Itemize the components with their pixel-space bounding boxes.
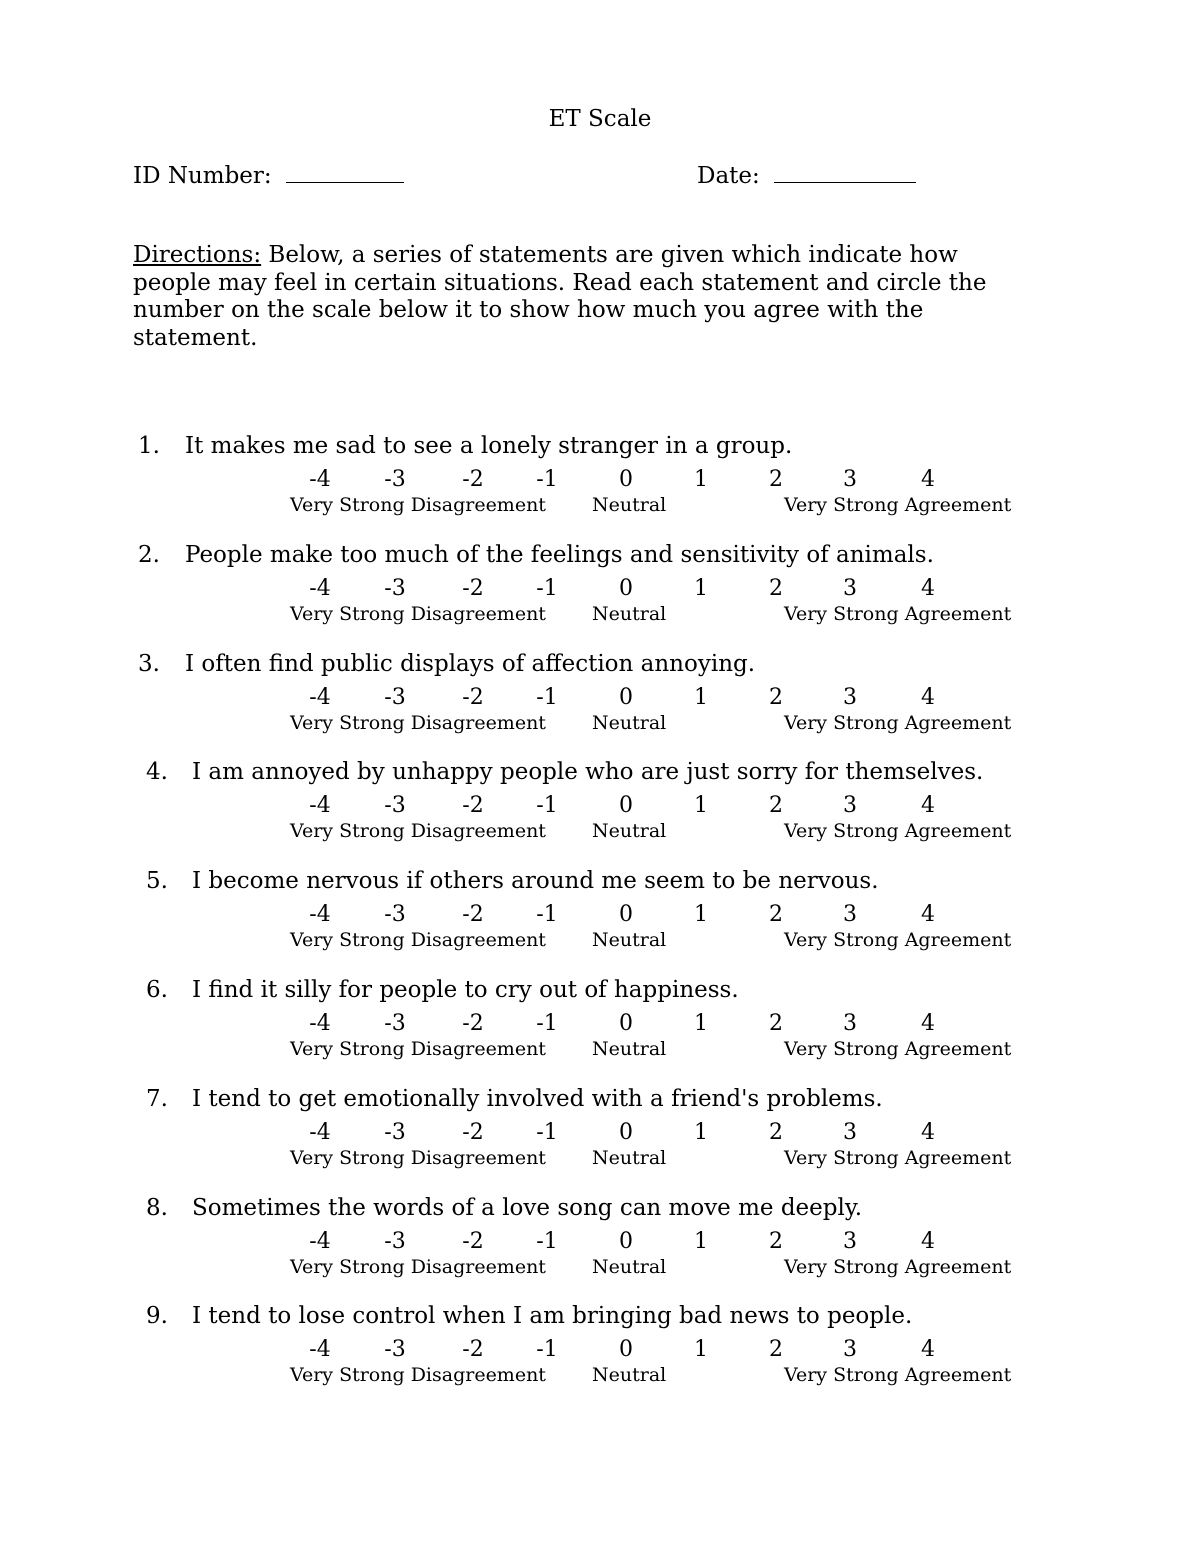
statement-text: I often find public displays of affection annoying. <box>185 650 756 677</box>
rating-scale <box>0 1011 1200 1037</box>
scale-option[interactable]: 1 <box>694 575 708 601</box>
anchor-low-label: Very Strong Disagreement <box>290 602 546 625</box>
statement-item <box>0 540 1200 649</box>
scale-option[interactable]: -2 <box>462 467 484 492</box>
statement-item <box>0 431 1200 540</box>
anchor-low-label: Very Strong Disagreement <box>290 820 546 843</box>
scale-option[interactable]: -3 <box>384 902 406 928</box>
statement-item <box>0 757 1200 866</box>
statement-text: Sometimes the words of a love song can move me deeply. <box>192 1194 863 1221</box>
anchor-low-label: Very Strong Disagreement <box>290 1364 546 1387</box>
date-label: Date: <box>697 163 760 189</box>
anchor-neutral-label: Neutral <box>592 1255 667 1278</box>
directions-lead: Directions: <box>133 242 262 268</box>
anchor-high-label: Very Strong Agreement <box>784 1255 1012 1278</box>
scale-option[interactable]: 3 <box>843 1228 857 1254</box>
scale-option[interactable]: 3 <box>843 684 857 710</box>
scale-option[interactable]: -1 <box>536 575 558 601</box>
anchor-low-label: Very Strong Disagreement <box>290 494 546 516</box>
scale-option[interactable]: -3 <box>384 575 406 601</box>
statement-item <box>0 866 1200 975</box>
rating-scale <box>0 467 1200 493</box>
scale-option[interactable]: 0 <box>619 1228 633 1254</box>
scale-option[interactable]: 3 <box>843 1010 857 1036</box>
statement-item <box>0 649 1200 758</box>
scale-option[interactable]: 1 <box>694 684 708 710</box>
scale-option[interactable]: 2 <box>769 1010 783 1036</box>
scale-anchors <box>0 603 1200 625</box>
anchor-neutral-label: Neutral <box>592 1037 667 1060</box>
scale-option[interactable]: -2 <box>462 1337 484 1363</box>
scale-option[interactable]: 1 <box>694 793 708 819</box>
scale-option[interactable]: -2 <box>462 684 484 710</box>
anchor-neutral-label: Neutral <box>592 602 667 625</box>
scale-option[interactable]: 1 <box>694 467 708 492</box>
anchor-high-label: Very Strong Agreement <box>784 1037 1012 1060</box>
anchor-low-label: Very Strong Disagreement <box>290 929 546 952</box>
page-title: ET Scale <box>548 106 652 132</box>
scale-option[interactable]: -2 <box>462 793 484 819</box>
scale-option[interactable]: 2 <box>769 793 783 819</box>
scale-option[interactable]: 2 <box>769 1228 783 1254</box>
anchor-low-label: Very Strong Disagreement <box>290 1037 546 1060</box>
scale-option[interactable]: -4 <box>309 902 331 928</box>
scale-option[interactable]: 1 <box>694 1119 708 1145</box>
scale-option[interactable]: 2 <box>769 467 783 492</box>
scale-anchors <box>0 1038 1200 1060</box>
anchor-neutral-label: Neutral <box>592 494 667 516</box>
rating-scale <box>0 902 1200 928</box>
scale-option[interactable]: -4 <box>309 1228 331 1254</box>
scale-option[interactable]: -3 <box>384 1337 406 1363</box>
date-field <box>697 160 916 191</box>
scale-option[interactable]: 2 <box>769 902 783 928</box>
scale-option[interactable]: -4 <box>309 467 331 492</box>
scale-option[interactable]: 4 <box>921 902 935 928</box>
date-blank[interactable] <box>774 160 916 183</box>
statement-number: 8. <box>146 1194 168 1221</box>
anchor-low-label: Very Strong Disagreement <box>290 1255 546 1278</box>
scale-option[interactable]: 4 <box>921 467 935 492</box>
anchor-neutral-label: Neutral <box>592 820 667 843</box>
scale-option[interactable]: -1 <box>536 793 558 819</box>
statement-number: 7. <box>146 1085 168 1112</box>
scale-option[interactable]: 2 <box>769 575 783 601</box>
statement-item <box>0 975 1200 1084</box>
scale-option[interactable]: -2 <box>462 902 484 928</box>
scale-option[interactable]: 1 <box>694 1228 708 1254</box>
scale-option[interactable]: -4 <box>309 684 331 710</box>
anchor-neutral-label: Neutral <box>592 711 667 734</box>
scale-option[interactable]: 3 <box>843 793 857 819</box>
anchor-high-label: Very Strong Agreement <box>784 602 1012 625</box>
scale-option[interactable]: -2 <box>462 1010 484 1036</box>
directions-text: Below, a series of statements are given which indicate how people may feel in certain situations. Read each statement and circle the number on the scale below it to show how much you agree with the statement. <box>133 242 987 351</box>
scale-option[interactable]: -3 <box>384 684 406 710</box>
scale-option[interactable]: 4 <box>921 1337 935 1363</box>
scale-anchors <box>0 494 1200 516</box>
scale-option[interactable]: 3 <box>843 467 857 492</box>
scale-option[interactable]: 2 <box>769 1119 783 1145</box>
rating-scale <box>0 1120 1200 1146</box>
scale-anchors <box>0 820 1200 842</box>
scale-option[interactable]: 0 <box>619 1337 633 1363</box>
anchor-neutral-label: Neutral <box>592 1364 667 1387</box>
scale-option[interactable]: -3 <box>384 467 406 492</box>
scale-option[interactable]: 2 <box>769 1337 783 1363</box>
scale-option[interactable]: -1 <box>536 1228 558 1254</box>
statement-item <box>0 1301 1200 1410</box>
scale-option[interactable]: -1 <box>536 1337 558 1363</box>
statement-item <box>0 1084 1200 1193</box>
scale-option[interactable]: 1 <box>694 1337 708 1363</box>
statement-number: 3. <box>138 650 160 677</box>
scale-option[interactable]: 2 <box>769 684 783 710</box>
scale-option[interactable]: 4 <box>921 575 935 601</box>
anchor-high-label: Very Strong Agreement <box>784 1146 1012 1169</box>
statement-number: 4. <box>146 759 168 786</box>
scale-option[interactable]: 0 <box>619 575 633 601</box>
anchor-high-label: Very Strong Agreement <box>784 1364 1012 1387</box>
statement-number: 6. <box>146 976 168 1003</box>
statement-number: 5. <box>146 868 168 895</box>
scale-option[interactable]: 0 <box>619 1119 633 1145</box>
anchor-high-label: Very Strong Agreement <box>784 494 1012 516</box>
scale-option[interactable]: -3 <box>384 1228 406 1254</box>
rating-scale <box>0 1229 1200 1255</box>
statement-number: 1. <box>138 433 160 459</box>
anchor-neutral-label: Neutral <box>592 1146 667 1169</box>
scale-option[interactable]: -4 <box>309 575 331 601</box>
scale-option[interactable]: -1 <box>536 1010 558 1036</box>
scale-option[interactable]: 3 <box>843 1337 857 1363</box>
scale-option[interactable]: 3 <box>843 1119 857 1145</box>
rating-scale <box>0 793 1200 819</box>
scale-option[interactable]: 4 <box>921 684 935 710</box>
scale-option[interactable]: -4 <box>309 1337 331 1363</box>
scale-option[interactable]: -4 <box>309 1010 331 1036</box>
anchor-low-label: Very Strong Disagreement <box>290 1146 546 1169</box>
scale-anchors <box>0 712 1200 734</box>
scale-option[interactable]: -2 <box>462 1119 484 1145</box>
scale-option[interactable]: 0 <box>619 793 633 819</box>
scale-option[interactable]: -3 <box>384 1119 406 1145</box>
scale-option[interactable]: 4 <box>921 1010 935 1036</box>
scale-option[interactable]: 0 <box>619 902 633 928</box>
rating-scale <box>0 576 1200 602</box>
scale-option[interactable]: -1 <box>536 467 558 492</box>
directions <box>133 242 1033 352</box>
scale-option[interactable]: -1 <box>536 902 558 928</box>
scale-option[interactable]: 4 <box>921 1228 935 1254</box>
scale-option[interactable]: -2 <box>462 1228 484 1254</box>
statement-number: 2. <box>138 541 160 568</box>
statement-text: I tend to get emotionally involved with a friend's problems. <box>192 1085 883 1112</box>
scale-option[interactable]: -2 <box>462 575 484 601</box>
rating-scale <box>0 685 1200 711</box>
statement-text: People make too much of the feelings and sensitivity of animals. <box>185 541 934 568</box>
scale-option[interactable]: 4 <box>921 793 935 819</box>
scale-option[interactable]: 0 <box>619 1010 633 1036</box>
id-number-label: ID Number: <box>133 163 272 189</box>
scale-anchors <box>0 1256 1200 1278</box>
scale-option[interactable]: -1 <box>536 684 558 710</box>
scale-option[interactable]: -4 <box>309 1119 331 1145</box>
id-number-blank[interactable] <box>286 160 404 183</box>
statement-number: 9. <box>146 1303 168 1330</box>
scale-option[interactable]: 0 <box>619 684 633 710</box>
statement-text: I tend to lose control when I am bringing bad news to people. <box>192 1303 913 1330</box>
anchor-high-label: Very Strong Agreement <box>784 820 1012 843</box>
anchor-neutral-label: Neutral <box>592 929 667 952</box>
statement-text: It makes me sad to see a lonely stranger in a group. <box>185 433 793 459</box>
scale-option[interactable]: 0 <box>619 467 633 492</box>
scale-anchors <box>0 1147 1200 1169</box>
scale-option[interactable]: 3 <box>843 575 857 601</box>
statement-list <box>0 431 1200 1410</box>
statement-item <box>0 1193 1200 1302</box>
scale-option[interactable]: 3 <box>843 902 857 928</box>
scale-anchors <box>0 929 1200 951</box>
anchor-high-label: Very Strong Agreement <box>784 929 1012 952</box>
scale-anchors <box>0 1364 1200 1386</box>
statement-text: I am annoyed by unhappy people who are just sorry for themselves. <box>192 759 984 786</box>
statement-text: I become nervous if others around me seem to be nervous. <box>192 868 879 895</box>
scale-option[interactable]: 1 <box>694 902 708 928</box>
scale-option[interactable]: -3 <box>384 1010 406 1036</box>
rating-scale <box>0 1337 1200 1363</box>
scale-option[interactable]: 1 <box>694 1010 708 1036</box>
id-number-field <box>133 160 404 191</box>
statement-text: I find it silly for people to cry out of happiness. <box>192 976 739 1003</box>
scale-option[interactable]: -3 <box>384 793 406 819</box>
anchor-high-label: Very Strong Agreement <box>784 711 1012 734</box>
anchor-low-label: Very Strong Disagreement <box>290 711 546 734</box>
scale-option[interactable]: -1 <box>536 1119 558 1145</box>
scale-option[interactable]: -4 <box>309 793 331 819</box>
scale-option[interactable]: 4 <box>921 1119 935 1145</box>
